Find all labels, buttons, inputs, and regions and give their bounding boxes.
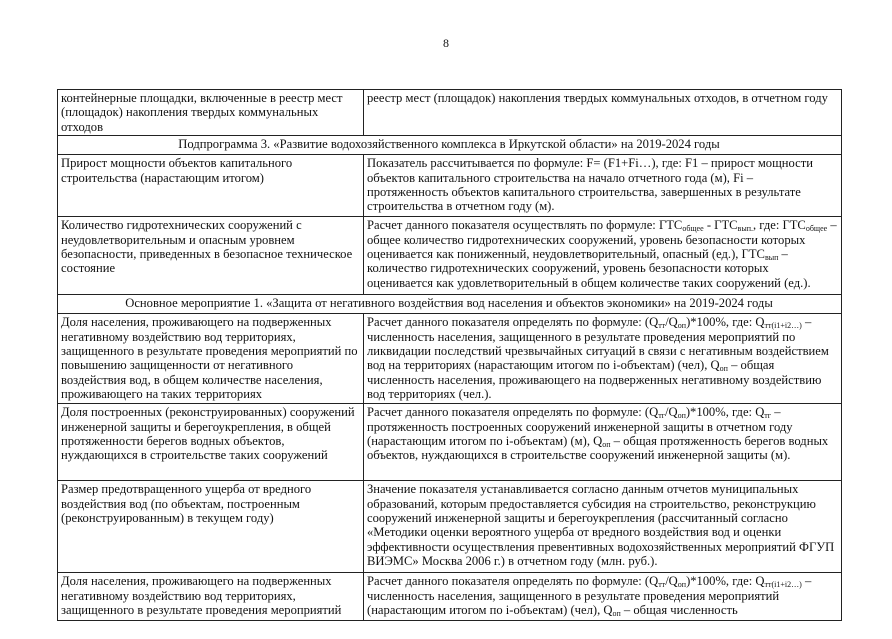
indicator-name: Доля населения, проживающего на подверженных негативному воздействию вод территориях, защищенного в результате проведения мероприятий — [58, 573, 364, 621]
formula-subscript: тг — [764, 411, 772, 421]
text-run: – общая численность населения, проживающего на подверженных негативному воздействию вод территориях (чел.). — [367, 358, 822, 402]
formula-subscript: оп — [602, 440, 611, 450]
page-number: 8 — [443, 36, 449, 50]
text-run: Расчет данного показателя определять по формуле: (Q — [367, 405, 659, 420]
formula-subscript: тт(i1+i2…) — [764, 580, 802, 590]
text-run: )*100%, где: Q — [686, 315, 765, 330]
formula-subscript: тт — [658, 321, 666, 331]
text-run: - ГТС — [703, 218, 738, 233]
section-heading: Основное мероприятие 1. «Защита от негативного воздействия вод населения и объектов экономики» на 2019-2024 годы — [58, 295, 842, 314]
indicator-name: Количество гидротехнических сооружений с неудовлетворительным и опасным уровнем безопасности, приведенных в безопасное техническое состояние — [58, 217, 364, 295]
table-row — [58, 90, 842, 136]
formula-subscript: оп — [677, 411, 686, 421]
calculation-method — [364, 314, 842, 404]
formula-subscript: общее — [805, 224, 828, 234]
indicator-name: Прирост мощности объектов капитального строительства (нарастающим итогом) — [58, 155, 364, 217]
text-run: – общая численность — [620, 603, 738, 618]
text-run: Расчет данного показателя определять по формуле: (Q — [367, 315, 659, 330]
indicator-name: контейнерные площадки, включенные в реестр мест (площадок) накопления твердых коммунальных отходов — [58, 90, 364, 136]
calculation-method: Показатель рассчитывается по формуле: F= (F1+Fi…), где: F1 – прирост мощности объектов капитального строительства на начало отчетного года (м), Fi – протяженность объектов капитального строительства, завершенных в результате строительства в отчетном году (м). — [364, 155, 842, 217]
formula-subscript: вып. — [737, 224, 753, 234]
text-run: Расчет данного показателя осуществлять по формуле: ГТС — [367, 218, 683, 233]
calculation-method: Значение показателя устанавливается согласно данным отчетов муниципальных образований, которым предоставляется субсидия на строительство, реконструкцию сооружений инженерной защиты и берегоукрепления (рассчитанный согласно «Методики оценки вероятного ущерба от вредного воздействия вод и оценки эффективности осуществления превентивных водохозяйственных мероприятий ФГУП ВИЭМС» Москва 2006 г.) в отчетном году (млн. руб.). — [364, 481, 842, 573]
text-run: /Q — [665, 574, 678, 589]
section-row — [58, 295, 842, 314]
calculation-method — [364, 573, 842, 621]
section-row — [58, 136, 842, 155]
text-run: – протяженность построенных сооружений инженерной защиты в отчетном году (нарастающим итогом по i-объектам) (м), Q — [367, 405, 793, 449]
indicator-name: Размер предотвращенного ущерба от вредного воздействия вод (по объектам, построенным (реконструированным) в текущем году) — [58, 481, 364, 573]
text-run: – количество гидротехнических сооружений, уровень безопасности которых оценивается как удовлетворительный в общем количестве таких сооружений (ед.). — [367, 247, 811, 290]
formula-subscript: оп — [719, 364, 728, 374]
formula-subscript: оп — [612, 609, 621, 619]
calculation-method: реестр мест (площадок) накопления твердых коммунальных отходов, в отчетном году — [364, 90, 842, 136]
table-row — [58, 573, 842, 621]
formula-subscript: тт — [658, 580, 666, 590]
text-run: – общая протяженность берегов водных объектов, нуждающихся в строительстве сооружений инженерной защиты (м). — [367, 434, 829, 463]
text-run: )*100%, где: Q — [686, 574, 765, 589]
text-run: – численность населения, защищенного в результате проведения мероприятий по ликвидации последствий чрезвычайных ситуаций в связи с негативным воздействием вод на территориях (нарастающим итогом по i-объектам) (чел), Q — [367, 315, 829, 373]
calculation-method — [364, 217, 842, 295]
table-body — [58, 90, 842, 621]
table-row — [58, 481, 842, 573]
text-run: – общее количество гидротехнических сооружений, уровень безопасности которых оценивается как пониженный, неудовлетворительный, опасный (ед.), ГТС — [367, 218, 837, 262]
indicator-name: Доля населения, проживающего на подверженных негативному воздействию вод территориях, защищенного в результате проведения мероприятий по повышению защищенности от негативного воздействия вод, в общем количестве населения, проживающего на таких территориях — [58, 314, 364, 404]
table-row — [58, 217, 842, 295]
indicator-name: Доля построенных (реконструированных) сооружений инженерной защиты и берегоукрепления, в общей протяженности берегов водных объектов, нуждающихся в строительстве таких сооружений — [58, 404, 364, 481]
indicators-table — [57, 89, 842, 621]
formula-subscript: тг — [658, 411, 665, 421]
formula-subscript: оп — [677, 321, 687, 331]
formula-subscript: общее — [682, 224, 704, 234]
text-run: /Q — [664, 405, 678, 420]
text-run: – численность населения, защищенного в результате проведения мероприятий (нарастающим итогом по i-объектам) (чел), Q — [367, 574, 812, 618]
table-row — [58, 155, 842, 217]
text-run: /Q — [665, 315, 678, 330]
formula-subscript: вып — [764, 253, 779, 263]
text-run: Расчет данного показателя определять по формуле: (Q — [367, 574, 659, 589]
formula-subscript: тт(i1+i2…) — [764, 321, 802, 331]
table-row — [58, 314, 842, 404]
text-run: , где: ГТС — [752, 218, 806, 233]
table-row — [58, 404, 842, 481]
formula-subscript: оп — [677, 580, 687, 590]
calculation-method — [364, 404, 842, 481]
section-heading: Подпрограмма 3. «Развитие водохозяйственного комплекса в Иркутской области» на 2019-2024 годы — [58, 136, 842, 155]
text-run: )*100%, где: Q — [685, 405, 765, 420]
